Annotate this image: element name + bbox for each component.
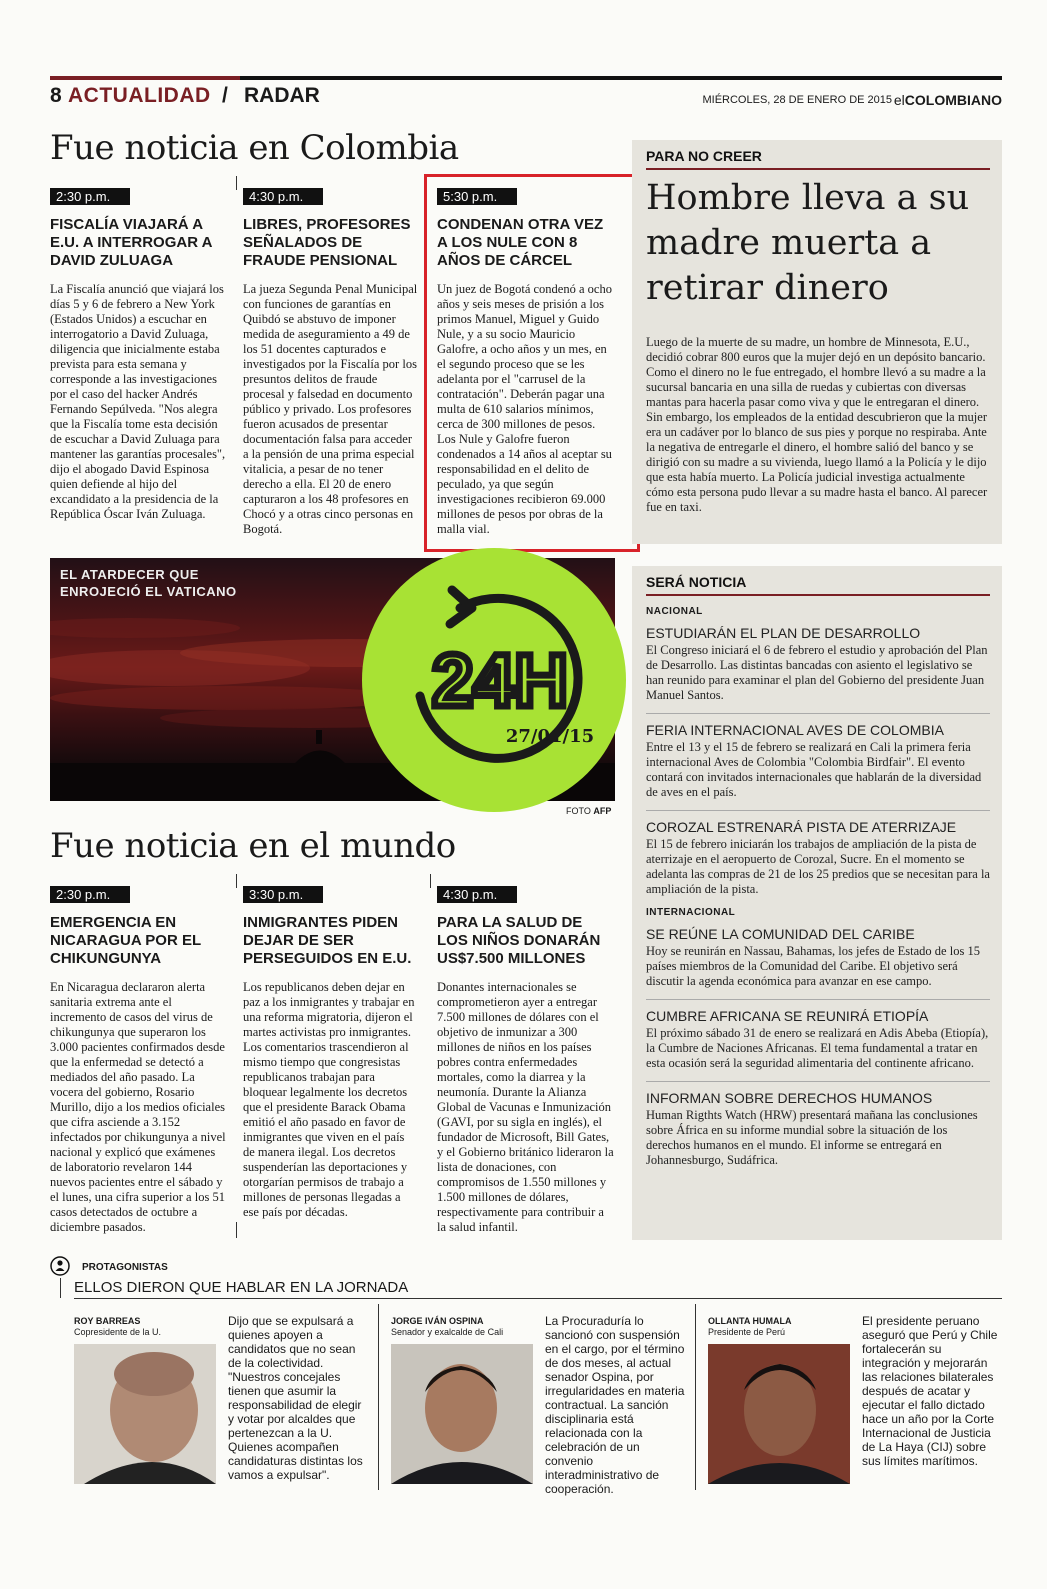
story-time: 5:30 p.m. <box>437 188 517 205</box>
person-role: Presidente de Perú <box>708 1327 786 1337</box>
news-item-body: El Congreso iniciará el 6 de febrero el estudio y aprobación del Plan de Desarrollo. Las distintas bancadas con asiento el legislativo se han reunido para examinar el plan del Gobierno del presidente Juan Manuel Santos. <box>646 643 988 702</box>
story-time: 3:30 p.m. <box>243 886 323 903</box>
story-headline: INMIGRANTES PIDEN DEJAR DE SER PERSEGUIDOS EN E.U. <box>243 914 412 967</box>
news-item-body: El 15 de febrero iniciarán los trabajos de ampliación de la pista de aterrizaje en el aeropuerto de Corozal, Sucre. En el momento se adelanta las compras de 21 de los 25 predios que se necesitan para la ampliación de la pista. <box>646 837 990 896</box>
panel-label: SERÁ NOTICIA <box>646 574 747 590</box>
mundo-section-title: Fue noticia en el mundo <box>50 826 456 866</box>
panel-body: Luego de la muerte de su madre, un hombre de Minnesota, E.U., decidió cobrar 800 euros que la mujer dejó en un depósito bancario. Como el dinero no le fue entregado, el hombre llevó a su madre a la sucursal bancaria en una silla de ruedas y cubiertas con diversas mantas para hacerla pasar como viva y que le entregaran el dinero. Sin embargo, los empleados de la entidad descubrieron que la mujer era un cadáver por lo blanco de sus pies y porque no respiraba. Ante la negativa de entregarle el dinero, el hombre salió del banco y se dirigió con su madre a su vivienda, luego llamó a la Policía y le dijo que esta había muerto. La Policía judicial investiga actualmente cómo esta persona pudo llevar a su madre hasta el banco. Al parecer fue en taxi. <box>646 335 988 514</box>
person-1-caption <box>74 1316 224 1337</box>
person-2-quote: La Procuraduría lo sancionó con suspensión en el cargo, por el término de dos meses, al actual senador Ospina, por irregularidades en materia contractual. La sanción disciplinaria está relacionada con la celebración de un convenio interadministrativo de cooperación. <box>545 1314 685 1496</box>
section-name: ACTUALIDAD <box>68 84 211 107</box>
person-1-quote: Dijo que se expulsará a quienes apoyen a candidatos que no sean de la colectividad. "Nuestros concejales tienen que asumir la responsabilidad de elegir y votar por alcaldes que pertenezcan a la U. Quienes acompañen candidaturas distintas los vamos a expulsar". <box>228 1314 363 1482</box>
news-item-body: Hoy se reunirán en Nassau, Bahamas, los jefes de Estado de los 15 países miembros de la Comunidad del Caribe. El objetivo será discutir la agenda económica para avanzar en ese campo. <box>646 944 980 988</box>
person-role: Copresidente de la U. <box>74 1327 162 1337</box>
para-no-creer-panel <box>632 140 1002 544</box>
story-time: 2:30 p.m. <box>50 188 130 205</box>
mundo-story-1 <box>50 886 230 1235</box>
sera-noticia-panel <box>632 566 1002 1240</box>
banner-caption: EL ATARDECER QUE ENROJECIÓ EL VATICANO <box>60 567 237 599</box>
column-rule <box>695 1304 696 1490</box>
panel-headline: Hombre lleva a su madre muerta a retirar dinero <box>646 178 970 308</box>
person-role: Senador y exalcalde de Cali <box>391 1327 504 1337</box>
person-3-quote: El presidente peruano aseguró que Perú y Chile fortalecerán su integración y mejorarán las relaciones bilaterales después de acatar y ejecutar el fallo dictado hace un año por la Corte Internacional de Justicia de La Haya (CIJ) sobre sus límites marítimos. <box>862 1314 998 1468</box>
news-item-body: Human Rigthts Watch (HRW) presentará mañana las conclusiones sobre África en su informe mundial sobre la situación de los derechos humanos en el mundo. El informe se entregará en Johannesburgo, Sudáfrica. <box>646 1108 978 1167</box>
item-separator <box>646 810 990 811</box>
protagonistas-subtitle: ELLOS DIERON QUE HABLAR EN LA JORNADA <box>74 1279 409 1296</box>
section-color-rule <box>50 76 240 80</box>
panel-rule <box>646 594 990 596</box>
colombia-story-2 <box>243 188 419 537</box>
item-separator <box>646 999 990 1000</box>
story-body: La Fiscalía anunció que viajará los días 5 y 6 de febrero a New York (Estados Unidos) a escuchar en interrogatorio a David Zuluaga, diligencia que inicialmente estaba prevista para esta semana y corresponde a las investigaciones por el caso del hacker Andrés Fernando Sepúlveda. "Nos alegra que la Fiscalía tome esta decisión de escuchar a David Zuluaga para mantener las garantías procesales", dijo el abogado David Espinosa quien defiende al hijo del excandidato a la presidencia de la República Óscar Iván Zuluaga. <box>50 282 226 521</box>
protagonistas-vrule <box>60 1278 61 1298</box>
subsection-name: RADAR <box>244 84 320 107</box>
section-separator: / <box>222 84 228 107</box>
badge-date: 27/01/15 <box>505 726 595 747</box>
column-rule <box>236 1222 237 1238</box>
news-item-title: ESTUDIARÁN EL PLAN DE DESARROLLO <box>646 625 921 641</box>
story-body: La jueza Segunda Penal Municipal con funciones de garantías en Quibdó se abstuvo de imponer medida de aseguramiento a 49 de los 51 docentes capturados e investigados por la Fiscalía por los presuntos delitos de fraude procesal y falsedad en documento público y privado. Los profesores fueron acusados de presentar documentación falsa para acceder a la pensión de una prima especial vitalicia, a pesar de no tener derecho a ella. El 20 de enero capturaron a los 48 profesores en Chocó y a otras cinco personas en Bogotá. <box>243 282 418 536</box>
newspaper-brand: elCOLOMBIANO <box>893 92 1002 108</box>
story-headline: LIBRES, PROFESORES SEÑALADOS DE FRAUDE PENSIONAL <box>243 216 411 269</box>
story-headline: FISCALÍA VIAJARÁ A E.U. A INTERROGAR A DAVID ZULUAGA <box>50 216 212 269</box>
news-item-title: CUMBRE AFRICANA SE REUNIRÁ ETIOPÍA <box>646 1008 929 1024</box>
photo-credit: FOTO AFP <box>566 806 612 816</box>
news-item-body: Entre el 13 y el 15 de febrero se realizará en Cali la primera feria internacional Aves de Colombia "Colombia Birdfair". El evento contará con invitados internacionales que hablarán de la diversidad de aves en el país. <box>646 740 982 799</box>
news-item-title: COROZAL ESTRENARÁ PISTA DE ATERRIZAJE <box>646 819 957 835</box>
protagonistas-label: PROTAGONISTAS <box>82 1262 168 1273</box>
person-2-photo <box>391 1344 533 1484</box>
person-name: JORGE IVÁN OSPINA <box>391 1316 484 1326</box>
person-1-photo <box>74 1344 216 1484</box>
story-time: 4:30 p.m. <box>243 188 323 205</box>
story-headline: CONDENAN OTRA VEZ A LOS NULE CON 8 AÑOS DE CÁRCEL <box>437 216 604 269</box>
news-item-title: SE REÚNE LA COMUNIDAD DEL CARIBE <box>646 926 915 942</box>
story-headline: EMERGENCIA EN NICARAGUA POR EL CHIKUNGUNYA <box>50 914 201 967</box>
person-3-caption <box>708 1316 858 1337</box>
page-header <box>50 84 1002 112</box>
column-tick <box>236 176 237 190</box>
colombia-section-title: Fue noticia en Colombia <box>50 128 459 168</box>
story-headline: PARA LA SALUD DE LOS NIÑOS DONARÁN US$7.500 MILLONES <box>437 914 601 967</box>
person-2-caption <box>391 1316 541 1337</box>
highlight-box <box>424 174 640 552</box>
column-tick <box>430 874 431 888</box>
badge-24h-text: 24H <box>432 639 568 722</box>
person-icon <box>50 1256 70 1276</box>
news-item-body: El próximo sábado 31 de enero se realizará en Adis Abeba (Etiopía), la Cumbre de Naciones Africanas. El tema fundamental a tratar en esta ocasión será la seguridad alimentaria del continente africano. <box>646 1026 989 1070</box>
panel-rule <box>646 168 990 170</box>
category-internacional: INTERNACIONAL <box>646 907 736 918</box>
colombia-story-1 <box>50 188 230 522</box>
column-tick <box>236 874 237 888</box>
person-name: OLLANTA HUMALA <box>708 1316 792 1326</box>
story-time: 2:30 p.m. <box>50 886 130 903</box>
story-body: En Nicaragua declararon alerta sanitaria extrema ante el incremento de casos del virus de chikungunya que superaron los 3.000 pacientes confirmados desde que la enfermedad se detectó a mediados del año pasado. La vocera del gobierno, Rosario Murillo, dijo a los medios oficiales que cifra asciende a 3.152 infectados por chikungunya a nivel nacional y explicó que exámenes de laboratorio revelaron 144 nuevos pacientes entre el sábado y el lunes, una cifra superior a los 51 casos detectados de octubre a diciembre pasados. <box>50 980 226 1234</box>
story-body: Los republicanos deben dejar en paz a los inmigrantes y trabajar en una reforma migratoria, dijeron el martes activistas pro inmigrantes. Los comentarios trascendieron al mismo tiempo que congresistas republicanos trabajan para bloquear legalmente los decretos que el presidente Barack Obama emitió el año pasado en favor de inmigrantes que viven en el país de manera ilegal. Los decretos suspenderían las deportaciones y otorgarían permisos de trabajo a millones de personas llegadas a ese país por décadas. <box>243 980 415 1219</box>
mundo-story-3 <box>437 886 615 1235</box>
item-separator <box>646 1081 990 1082</box>
page-number: 8 <box>50 84 62 107</box>
person-3-photo <box>708 1344 850 1484</box>
story-time: 4:30 p.m. <box>437 886 517 903</box>
news-item-title: FERIA INTERNACIONAL AVES DE COLOMBIA <box>646 722 944 738</box>
24h-badge <box>360 546 628 814</box>
item-separator <box>646 713 990 714</box>
story-body: Un juez de Bogotá condenó a ocho años y seis meses de prisión a los primos Manuel, Miguel y Guido Nule, y a su socio Mauricio Galofre, a ocho años y un mes, en el segundo proceso que se les adelanta por el "carrusel de la contratación". Deberán pagar una multa de 610 salarios mínimos, cerca de 300 millones de pesos. Los Nule y Galofre fueron condenados a 14 años al aceptar su responsabilidad en el delito de peculado, ya que según investigaciones recibieron 69.000 millones de pesos por obras de la malla vial. <box>437 282 612 536</box>
protagonistas-rule <box>74 1298 1002 1299</box>
mundo-story-2 <box>243 886 419 1220</box>
story-body: Donantes internacionales se comprometieron ayer a entregar 7.500 millones de dólares con el objetivo de inmunizar a 300 millones de niños en los países pobres contra enfermedades mortales, como la diarrea y la neumonía. Durante la Alianza Global de Vacunas e Inmunización (GAVI, por su sigla en inglés), el fundador de Microsoft, Bill Gates, y el Gobierno británico lideraron la lista de donaciones, con compromisos de 1.550 millones y 1.500 millones de dólares, respectivamente para contribuir a la salud infantil. <box>437 980 614 1234</box>
category-nacional: NACIONAL <box>646 606 703 617</box>
person-name: ROY BARREAS <box>74 1316 141 1326</box>
column-rule <box>378 1304 379 1490</box>
panel-label: PARA NO CREER <box>646 148 762 164</box>
news-item-title: INFORMAN SOBRE DERECHOS HUMANOS <box>646 1090 933 1106</box>
issue-date: MIÉRCOLES, 28 DE ENERO DE 2015 <box>702 94 892 106</box>
